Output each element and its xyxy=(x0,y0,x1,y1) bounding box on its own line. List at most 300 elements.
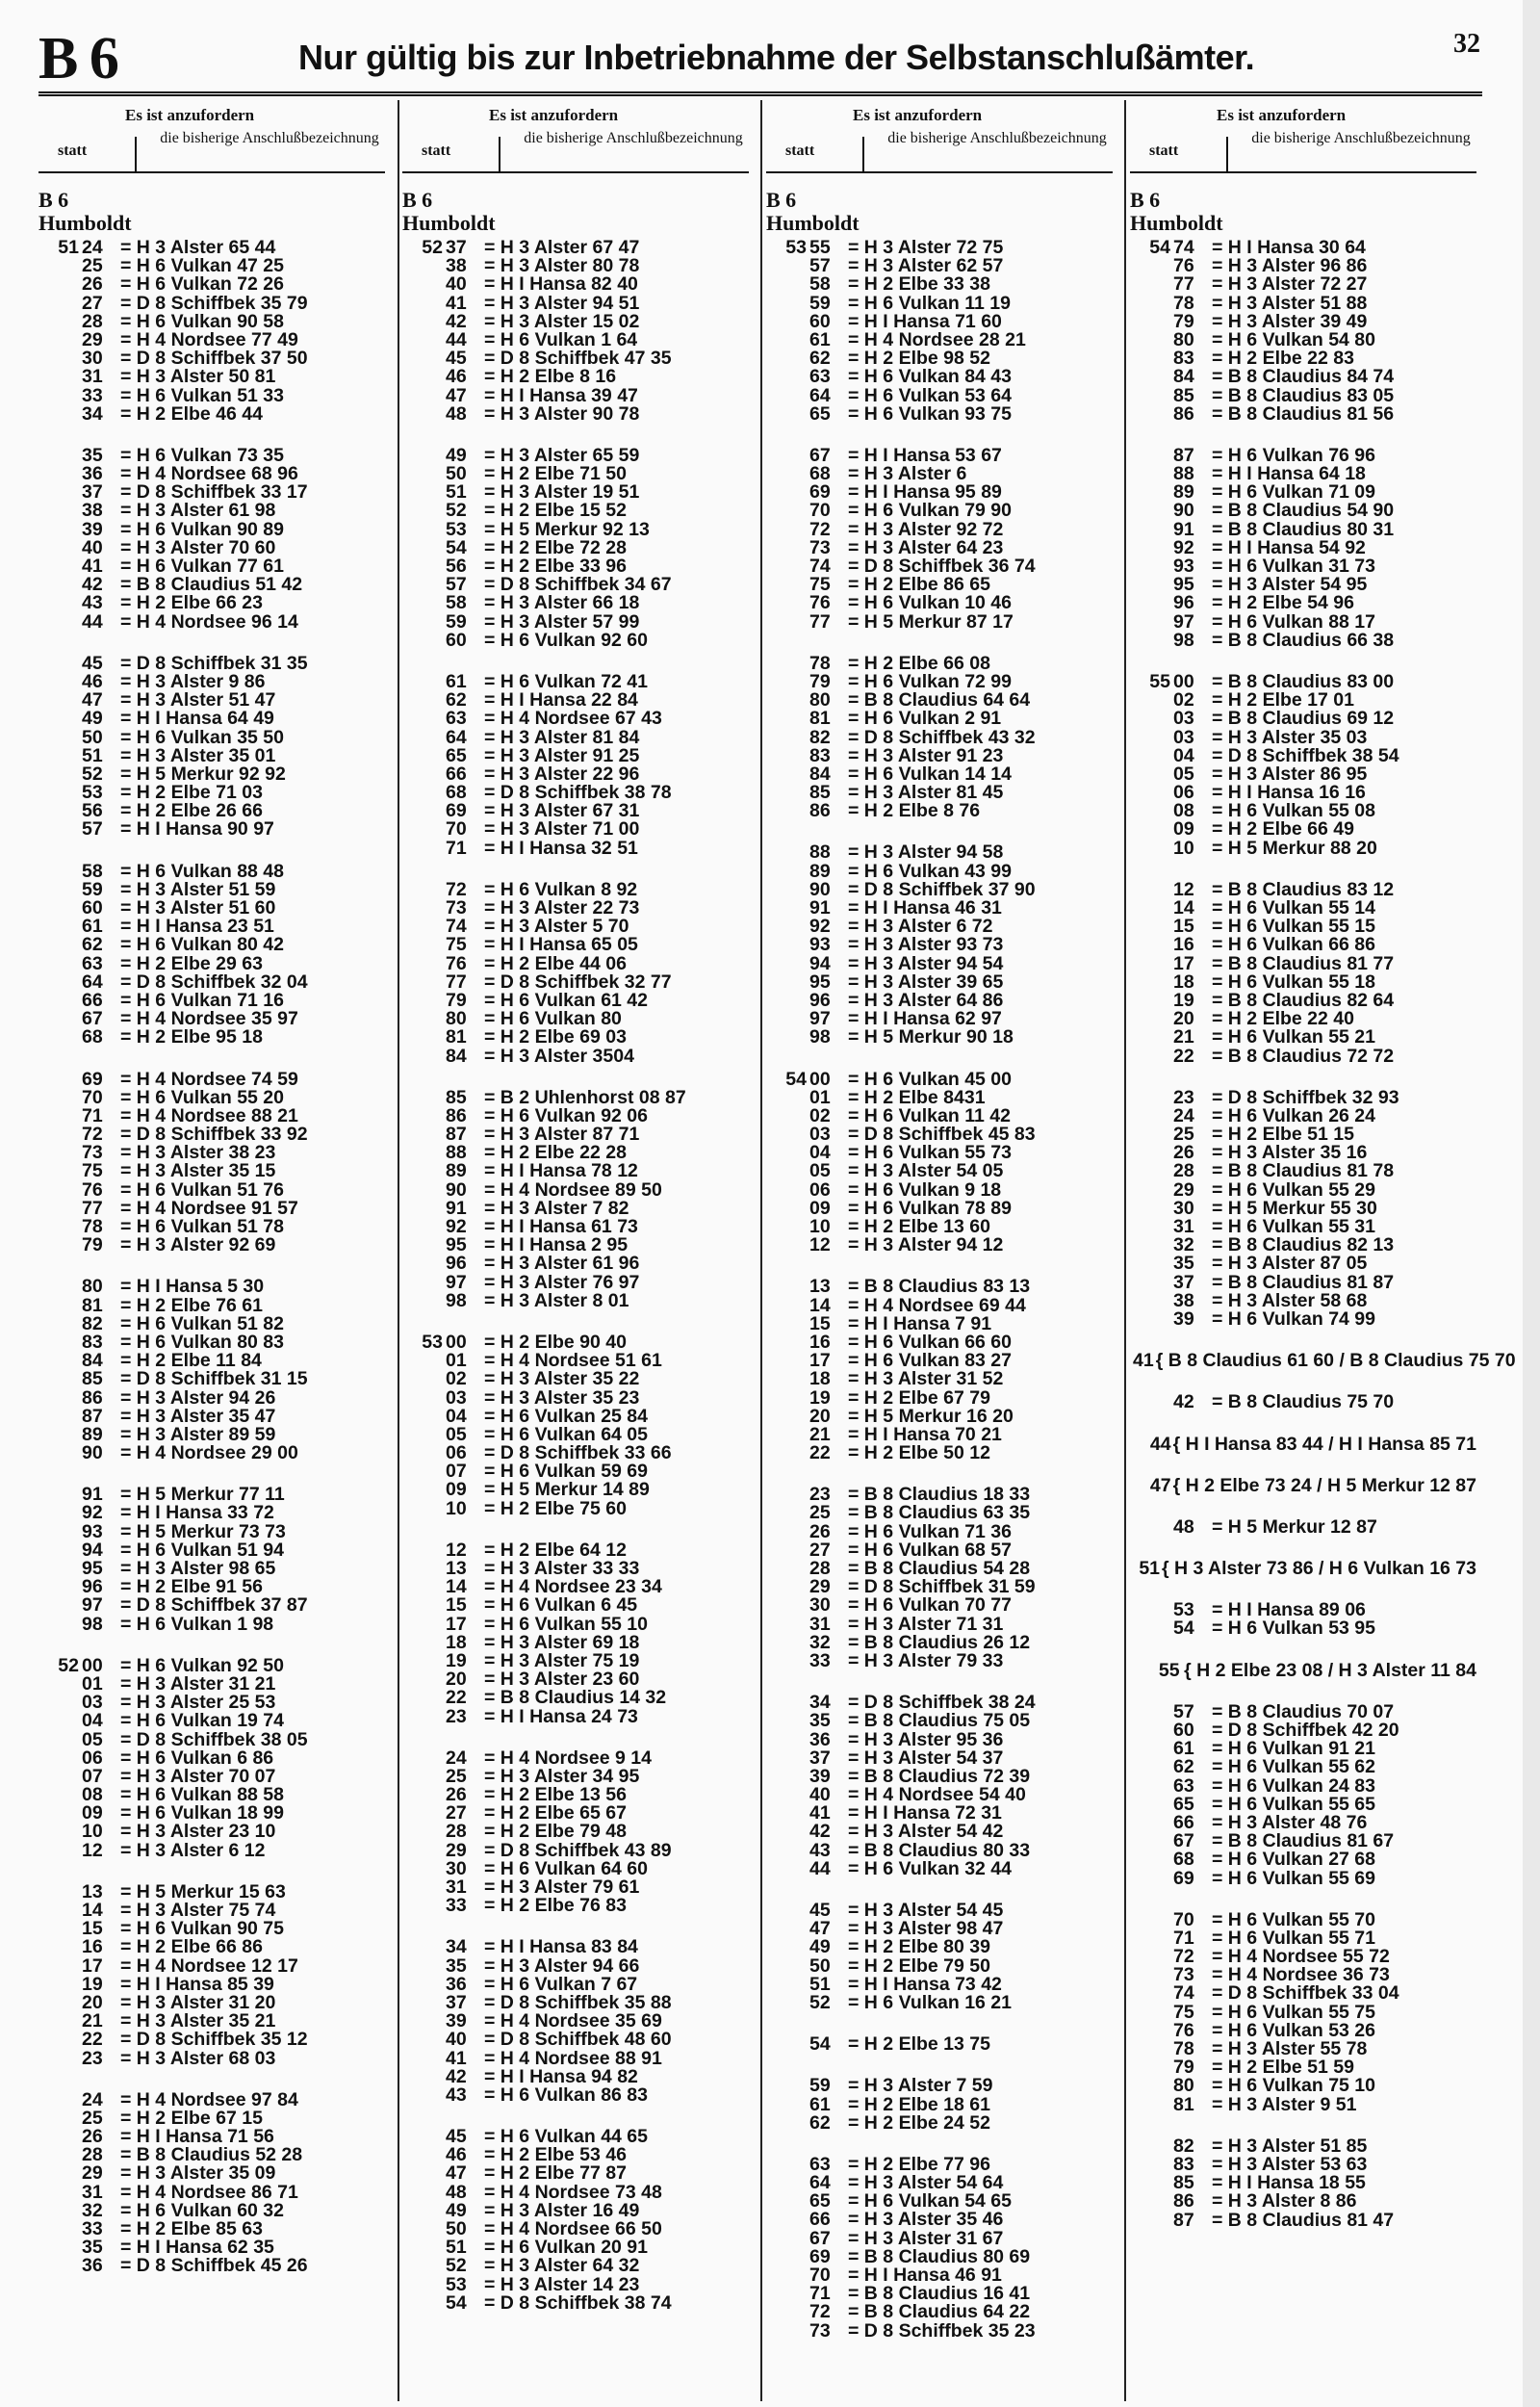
entry-number: 92 xyxy=(1173,536,1194,558)
entry-designation: = B 8 Claudius 75 70 xyxy=(1212,1391,1395,1413)
number-prefix xyxy=(38,655,79,673)
entry-designation: = H 3 Alster 54 45 xyxy=(848,1900,1004,1921)
list-item xyxy=(766,1504,1113,1522)
entry-designation: = H I Hansa 16 16 xyxy=(1212,782,1366,804)
entry-number: 65 xyxy=(809,402,831,425)
list-item xyxy=(766,1405,1113,1427)
list-item xyxy=(402,1289,749,1311)
entry-number: 72 xyxy=(809,518,831,540)
entry-designation: = H 4 Nordsee 91 57 xyxy=(120,1197,298,1219)
number-prefix xyxy=(402,539,443,557)
number-prefix xyxy=(38,349,79,368)
list-item xyxy=(38,610,385,633)
entry-designation: = H 6 Vulkan 2 91 xyxy=(848,708,1002,730)
entry-designation: = H 3 Alster 98 47 xyxy=(848,1918,1004,1940)
entry-designation: = H I Hansa 71 60 xyxy=(848,310,1002,332)
number-prefix xyxy=(1130,1236,1170,1255)
number-prefix xyxy=(402,1578,443,1596)
number-prefix xyxy=(402,710,443,728)
entry-designation: = H I Hansa 24 73 xyxy=(484,1705,638,1727)
entry-designation: = H I Hansa 46 91 xyxy=(848,2265,1002,2286)
entry-number: 64 xyxy=(809,384,831,406)
entry-number: 00 xyxy=(1173,670,1194,692)
entry-designation: = H 2 Elbe 22 40 xyxy=(1212,1008,1354,1030)
entry-number: 85 xyxy=(809,782,831,804)
entry-number: 59 xyxy=(809,2075,831,2097)
number-prefix xyxy=(1130,2137,1170,2156)
number-prefix xyxy=(766,2248,807,2266)
number-prefix xyxy=(766,1523,807,1541)
number-prefix xyxy=(1130,1601,1170,1619)
entry-number: 78 xyxy=(1173,292,1194,314)
entry-number: 00 xyxy=(446,1331,467,1353)
entry-designation: = D 8 Schiffbek 37 50 xyxy=(120,348,308,370)
entry-number: 86 xyxy=(1173,402,1194,425)
entry-number: 66 xyxy=(809,2209,831,2231)
column-divider xyxy=(760,100,762,2401)
number-prefix xyxy=(38,295,79,313)
entry-designation: = D 8 Schiffbek 35 79 xyxy=(120,292,308,314)
number-prefix xyxy=(402,2164,443,2183)
list-item xyxy=(38,820,385,839)
entry-designation: = H 6 Vulkan 71 16 xyxy=(120,989,284,1011)
entry-number: 38 xyxy=(82,500,103,522)
entry-number: 25 xyxy=(1173,1124,1194,1146)
entry-designation: = H 3 Alster 31 21 xyxy=(120,1672,276,1695)
entry-designation: = H 6 Vulkan 31 73 xyxy=(1212,556,1375,577)
entry-number: 97 xyxy=(446,1271,467,1293)
list-item xyxy=(766,1520,1113,1542)
entry-designation: = H 4 Nordsee 67 43 xyxy=(484,708,662,730)
entry-number: 49 xyxy=(809,1936,831,1958)
number-prefix xyxy=(402,1389,443,1408)
number-prefix xyxy=(1130,1911,1170,1929)
list-item xyxy=(1130,292,1476,314)
entry-designation: = H 3 Alster 25 53 xyxy=(120,1692,276,1714)
entry-number: 95 xyxy=(446,1234,467,1256)
entry-list xyxy=(402,239,749,2313)
entry-designation: = H 6 Vulkan 8 92 xyxy=(484,878,638,900)
entry-designation: = H I Hansa 33 72 xyxy=(120,1502,274,1524)
number-prefix xyxy=(766,1578,807,1596)
number-prefix xyxy=(766,1333,807,1352)
number-prefix xyxy=(38,1426,79,1444)
number-prefix xyxy=(766,2077,807,2095)
entry-designation: = H 6 Vulkan 55 10 xyxy=(484,1613,648,1635)
list-item xyxy=(766,518,1113,540)
number-prefix xyxy=(766,1297,807,1315)
number-prefix xyxy=(402,1616,443,1634)
list-item xyxy=(38,1278,385,1296)
entry-number: 20 xyxy=(1173,1008,1194,1030)
entry-designation: = H 3 Alster 87 71 xyxy=(484,1124,640,1146)
number-prefix xyxy=(38,2202,79,2220)
list-item xyxy=(402,292,749,314)
number-prefix xyxy=(766,2322,807,2341)
entry-designation: = H 2 Elbe 50 12 xyxy=(848,1442,990,1464)
number-prefix xyxy=(402,1749,443,1768)
number-prefix xyxy=(1130,613,1170,632)
number-prefix xyxy=(38,275,79,294)
entry-number: 38 xyxy=(1173,1289,1194,1311)
number-prefix xyxy=(1130,1870,1170,1888)
entry-number: 60 xyxy=(446,629,467,651)
entry-number: 79 xyxy=(446,989,467,1011)
entry-number: 36 xyxy=(82,2255,103,2277)
number-prefix xyxy=(1130,1393,1170,1411)
entry-number: 95 xyxy=(82,1558,103,1579)
entry-designation: = H 3 Alster 6 72 xyxy=(848,916,993,938)
entry-number: 84 xyxy=(82,1350,103,1372)
entry-designation: = H I Hansa 62 97 xyxy=(848,1008,1002,1030)
number-prefix xyxy=(402,1994,443,2012)
entry-number: 39 xyxy=(446,2010,467,2032)
entry-designation: = H 3 Alster 94 66 xyxy=(484,1954,640,1977)
number-prefix xyxy=(402,1804,443,1823)
entry-designation: = D 8 Schiffbek 38 05 xyxy=(120,1728,308,1750)
number-prefix xyxy=(402,1028,443,1047)
number-prefix xyxy=(402,275,443,294)
number-prefix xyxy=(1130,1619,1170,1638)
list-item xyxy=(766,1596,1113,1615)
entry-designation: = H 3 Alster 50 81 xyxy=(120,366,276,388)
entry-number: 15 xyxy=(1173,916,1194,938)
entry-designation: = H 3 Alster 75 74 xyxy=(120,1900,276,1921)
number-prefix xyxy=(402,1500,443,1518)
number-prefix xyxy=(1130,257,1170,275)
number-prefix xyxy=(766,1352,807,1370)
entry-designation: = H 3 Alster 81 45 xyxy=(848,782,1004,804)
entry-designation: = H 3 Alster 96 86 xyxy=(1212,255,1368,277)
list-item xyxy=(766,2077,1113,2095)
entry-designation: = H 3 Alster 51 47 xyxy=(120,689,276,712)
entry-designation: = H 6 Vulkan 54 65 xyxy=(848,2190,1012,2213)
entry-designation: = H 4 Nordsee 96 14 xyxy=(120,610,298,633)
entry-number: 66 xyxy=(82,989,103,1011)
entry-designation: = H 4 Nordsee 23 34 xyxy=(484,1576,662,1598)
entry-number: 12 xyxy=(82,1839,103,1861)
number-prefix xyxy=(38,729,79,747)
entry-designation: = H 6 Vulkan 61 42 xyxy=(484,989,648,1011)
entry-number: 06 xyxy=(82,1747,103,1769)
entry-designation: = H 6 Vulkan 80 83 xyxy=(120,1331,284,1353)
number-prefix xyxy=(766,1994,807,2012)
entry-number: 74 xyxy=(1173,237,1194,258)
entry-designation: = H 2 Elbe 77 96 xyxy=(848,2153,990,2175)
number-prefix xyxy=(766,1010,807,1028)
entry-designation: = B 8 Claudius 72 39 xyxy=(848,1765,1031,1787)
number-prefix xyxy=(1130,918,1170,936)
entry-designation: = B 2 Uhlenhorst 08 87 xyxy=(484,1086,686,1108)
entry-designation: = H 6 Vulkan 55 18 xyxy=(1212,971,1375,993)
entry-number: 54 xyxy=(446,2291,467,2314)
number-prefix xyxy=(1130,2156,1170,2174)
entry-designation: = H 3 Alster 57 99 xyxy=(484,610,640,633)
entry-number: 33 xyxy=(82,2218,103,2239)
entry-designation: = H 4 Nordsee 29 00 xyxy=(120,1442,298,1464)
number-prefix xyxy=(1130,1200,1170,1218)
entry-designation: { H I Hansa 83 44 / H I Hansa 85 71 xyxy=(1172,1433,1476,1455)
list-item xyxy=(402,629,749,651)
entry-designation: = H 6 Vulkan 6 86 xyxy=(120,1747,274,1769)
entry-number: 80 xyxy=(1173,2075,1194,2097)
entry-designation: = H 3 Alster 51 59 xyxy=(120,878,276,900)
entry-number: 37 xyxy=(809,1747,831,1769)
number-prefix xyxy=(766,613,807,632)
entry-designation: = H I Hansa 30 64 xyxy=(1212,237,1366,258)
number-prefix xyxy=(766,1389,807,1408)
list-item xyxy=(38,1954,385,1977)
exchange-code: B 6 xyxy=(38,26,117,91)
entry-number: 26 xyxy=(1173,1142,1194,1164)
number-prefix xyxy=(38,1712,79,1730)
number-prefix xyxy=(766,1236,807,1255)
number-prefix xyxy=(1130,331,1170,349)
entry-number: 87 xyxy=(446,1124,467,1146)
list-item xyxy=(402,1689,749,1707)
list-item xyxy=(766,2111,1113,2134)
number-prefix xyxy=(38,557,79,576)
entry-designation: = H 3 Alster 8 01 xyxy=(484,1289,629,1311)
number-prefix xyxy=(402,729,443,747)
entry-number: 43 xyxy=(809,1839,831,1861)
list-item xyxy=(402,1370,749,1388)
entry-number: 36 xyxy=(82,463,103,485)
entry-number: 66 xyxy=(1173,1811,1194,1833)
entry-designation: = H 2 Elbe 51 59 xyxy=(1212,2057,1354,2079)
entry-designation: = H 3 Alster 35 01 xyxy=(120,744,276,766)
list-item xyxy=(402,384,749,406)
number-prefix xyxy=(38,387,79,405)
entry-designation: = D 8 Schiffbek 35 12 xyxy=(120,2029,308,2051)
number-prefix xyxy=(402,2068,443,2086)
entry-designation: = B 8 Claudius 82 64 xyxy=(1212,989,1395,1011)
number-prefix xyxy=(402,1274,443,1292)
entry-designation: = H 3 Alster 89 59 xyxy=(120,1423,276,1445)
list-item xyxy=(1130,1433,1476,1455)
list-item xyxy=(1130,2209,1476,2231)
number-prefix xyxy=(1130,1477,1147,1495)
entry-designation: = B 8 Claudius 81 78 xyxy=(1212,1160,1395,1182)
entry-number: 89 xyxy=(82,1423,103,1445)
number-prefix xyxy=(38,539,79,557)
entry-designation: = B 8 Claudius 26 12 xyxy=(848,1631,1031,1653)
entry-number: 89 xyxy=(1173,481,1194,504)
list-item xyxy=(1130,1560,1476,1578)
list-item xyxy=(1130,837,1476,859)
entry-number: 94 xyxy=(82,1539,103,1561)
entry-designation: = H 6 Vulkan 51 82 xyxy=(120,1312,284,1334)
entry-number: 15 xyxy=(82,1918,103,1940)
entry-designation: = H 6 Vulkan 91 21 xyxy=(1212,1738,1375,1760)
number-prefix xyxy=(38,1523,79,1541)
entry-number: 90 xyxy=(809,878,831,900)
list-item xyxy=(766,710,1113,728)
entry-number: 41 xyxy=(446,292,467,314)
entry-designation: = D 8 Schiffbek 36 74 xyxy=(848,556,1036,577)
number-prefix xyxy=(402,1860,443,1878)
list-item xyxy=(1130,1851,1476,1869)
number-prefix xyxy=(38,802,79,820)
list-item xyxy=(766,802,1113,820)
entry-designation: = H 2 Elbe 11 84 xyxy=(120,1350,262,1372)
entry-number: 68 xyxy=(446,782,467,804)
entry-designation: = H 2 Elbe 17 01 xyxy=(1212,689,1354,712)
list-item xyxy=(38,518,385,540)
number-prefix xyxy=(402,465,443,483)
entry-designation: = H 5 Merkur 16 20 xyxy=(848,1405,1014,1427)
entry-number: 80 xyxy=(82,1276,103,1298)
list-item xyxy=(766,502,1113,520)
list-item xyxy=(1130,1178,1476,1201)
number-prefix xyxy=(38,1731,79,1749)
list-item xyxy=(766,292,1113,314)
entry-designation: = H 6 Vulkan 90 89 xyxy=(120,518,284,540)
entry-designation: = H 6 Vulkan 55 15 xyxy=(1212,916,1375,938)
entry-number: 09 xyxy=(446,1479,467,1501)
entry-designation: = H 6 Vulkan 83 27 xyxy=(848,1350,1012,1372)
list-item xyxy=(38,1444,385,1462)
entry-number: 02 xyxy=(1173,689,1194,712)
number-prefix xyxy=(1130,1832,1170,1851)
entry-number: 28 xyxy=(446,1821,467,1843)
entry-designation: = D 8 Schiffbek 38 54 xyxy=(1212,744,1399,766)
entry-designation: = H 3 Alster 51 60 xyxy=(120,897,276,919)
number-prefix xyxy=(1130,1851,1170,1869)
entry-designation: = H I Hansa 71 56 xyxy=(120,2126,274,2148)
number-prefix xyxy=(38,691,79,710)
listing-column-1 xyxy=(38,104,385,2276)
entry-designation: = H 6 Vulkan 77 61 xyxy=(120,556,284,577)
entry-number: 84 xyxy=(1173,366,1194,388)
entry-number: 98 xyxy=(82,1613,103,1635)
entry-designation: = H 6 Vulkan 90 75 xyxy=(120,1918,284,1940)
number-prefix xyxy=(766,1652,807,1670)
list-item xyxy=(38,1028,385,1047)
entry-designation: = H 2 Elbe 15 52 xyxy=(484,500,627,522)
list-item xyxy=(402,1705,749,1727)
list-item xyxy=(38,1236,385,1255)
number-prefix xyxy=(1130,1966,1170,1984)
list-item xyxy=(38,368,385,386)
entry-designation: { H 3 Alster 73 86 / H 6 Vulkan 16 73 xyxy=(1162,1558,1476,1580)
entry-designation: = H 6 Vulkan 51 94 xyxy=(120,1539,284,1561)
list-item xyxy=(766,1444,1113,1462)
statt-label: statt xyxy=(785,142,815,159)
entry-designation: = H 3 Alster 92 72 xyxy=(848,518,1004,540)
entry-number: 83 xyxy=(1173,348,1194,370)
entry-number: 71 xyxy=(82,1104,103,1126)
entry-number: 64 xyxy=(446,726,467,748)
entry-number: 10 xyxy=(1173,837,1194,859)
entry-number: 60 xyxy=(809,310,831,332)
entry-number: 47 xyxy=(809,1918,831,1940)
request-label: Es ist anzufordern xyxy=(1217,106,1347,124)
number-prefix xyxy=(766,881,807,899)
number-prefix xyxy=(766,918,807,936)
number-prefix xyxy=(402,765,443,784)
list-item xyxy=(38,1613,385,1635)
entry-number: 33 xyxy=(809,1649,831,1671)
column-header xyxy=(1130,104,1476,173)
number-prefix xyxy=(38,918,79,936)
entry-number: 44 xyxy=(446,328,467,350)
number-prefix xyxy=(38,1504,79,1522)
number-prefix xyxy=(402,1652,443,1670)
entry-number: 29 xyxy=(82,2162,103,2185)
statt-label: statt xyxy=(1149,142,1179,159)
entry-number: 83 xyxy=(809,744,831,766)
number-prefix xyxy=(402,1292,443,1310)
list-item xyxy=(766,1857,1113,1879)
list-item xyxy=(402,1897,749,1915)
number-prefix xyxy=(766,483,807,502)
entry-number: 76 xyxy=(82,1178,103,1201)
number-prefix xyxy=(766,1749,807,1768)
entry-number: 09 xyxy=(82,1802,103,1825)
entry-designation: = H 2 Elbe 65 67 xyxy=(484,1802,627,1825)
number-prefix xyxy=(402,691,443,710)
entry-number: 19 xyxy=(1173,989,1194,1011)
entry-designation: = H 3 Alster 98 65 xyxy=(120,1558,276,1579)
number-prefix xyxy=(402,973,443,992)
entry-number: 92 xyxy=(809,916,831,938)
number-prefix xyxy=(38,1804,79,1823)
list-item xyxy=(1130,275,1476,294)
number-prefix xyxy=(38,2128,79,2146)
entry-designation: = H 3 Alster 6 xyxy=(848,463,967,485)
number-prefix xyxy=(1130,765,1170,784)
list-item xyxy=(766,1370,1113,1388)
number-prefix xyxy=(38,992,79,1010)
entry-number: 95 xyxy=(809,971,831,993)
entry-number: 59 xyxy=(446,610,467,633)
number-prefix xyxy=(766,313,807,331)
entry-designation: = H 5 Merkur 88 20 xyxy=(1212,837,1377,859)
entry-designation: = H 3 Alster 86 95 xyxy=(1212,763,1368,785)
entry-designation: = H 6 Vulkan 55 31 xyxy=(1212,1216,1375,1237)
number-prefix xyxy=(1130,1948,1170,1966)
entry-number: 85 xyxy=(446,1086,467,1108)
entry-number: 57 xyxy=(809,255,831,277)
number-prefix xyxy=(1130,2077,1170,2095)
entry-designation: = H 2 Elbe 13 56 xyxy=(484,1784,627,1806)
statt-label: statt xyxy=(58,142,88,159)
number-prefix xyxy=(402,820,443,839)
number-prefix xyxy=(38,1236,79,1255)
entry-designation: = D 8 Schiffbek 33 17 xyxy=(120,481,308,504)
number-prefix xyxy=(766,1957,807,1976)
entry-number: 50 xyxy=(446,2218,467,2239)
entry-designation: = H 2 Elbe 33 38 xyxy=(848,273,990,296)
entry-number: 70 xyxy=(1173,1908,1194,1930)
entry-designation: = H 3 Alster 19 51 xyxy=(484,481,640,504)
entry-number: 25 xyxy=(809,1502,831,1524)
entry-number: 76 xyxy=(446,952,467,974)
entry-designation: = D 8 Schiffbek 32 04 xyxy=(120,971,308,993)
entry-designation: = H 5 Merkur 87 17 xyxy=(848,610,1014,633)
number-prefix xyxy=(402,349,443,368)
entry-designation: = H 6 Vulkan 55 62 xyxy=(1212,1756,1375,1778)
entry-designation: = H 6 Vulkan 75 10 xyxy=(1212,2075,1375,2097)
entry-number: 31 xyxy=(809,1613,831,1635)
entry-number: 25 xyxy=(82,255,103,277)
entry-designation: = H 3 Alster 91 25 xyxy=(484,744,640,766)
entry-number: 25 xyxy=(82,2107,103,2129)
number-prefix xyxy=(38,331,79,349)
entry-designation: = D 8 Schiffbek 32 77 xyxy=(484,971,672,993)
entry-list xyxy=(766,239,1113,2341)
